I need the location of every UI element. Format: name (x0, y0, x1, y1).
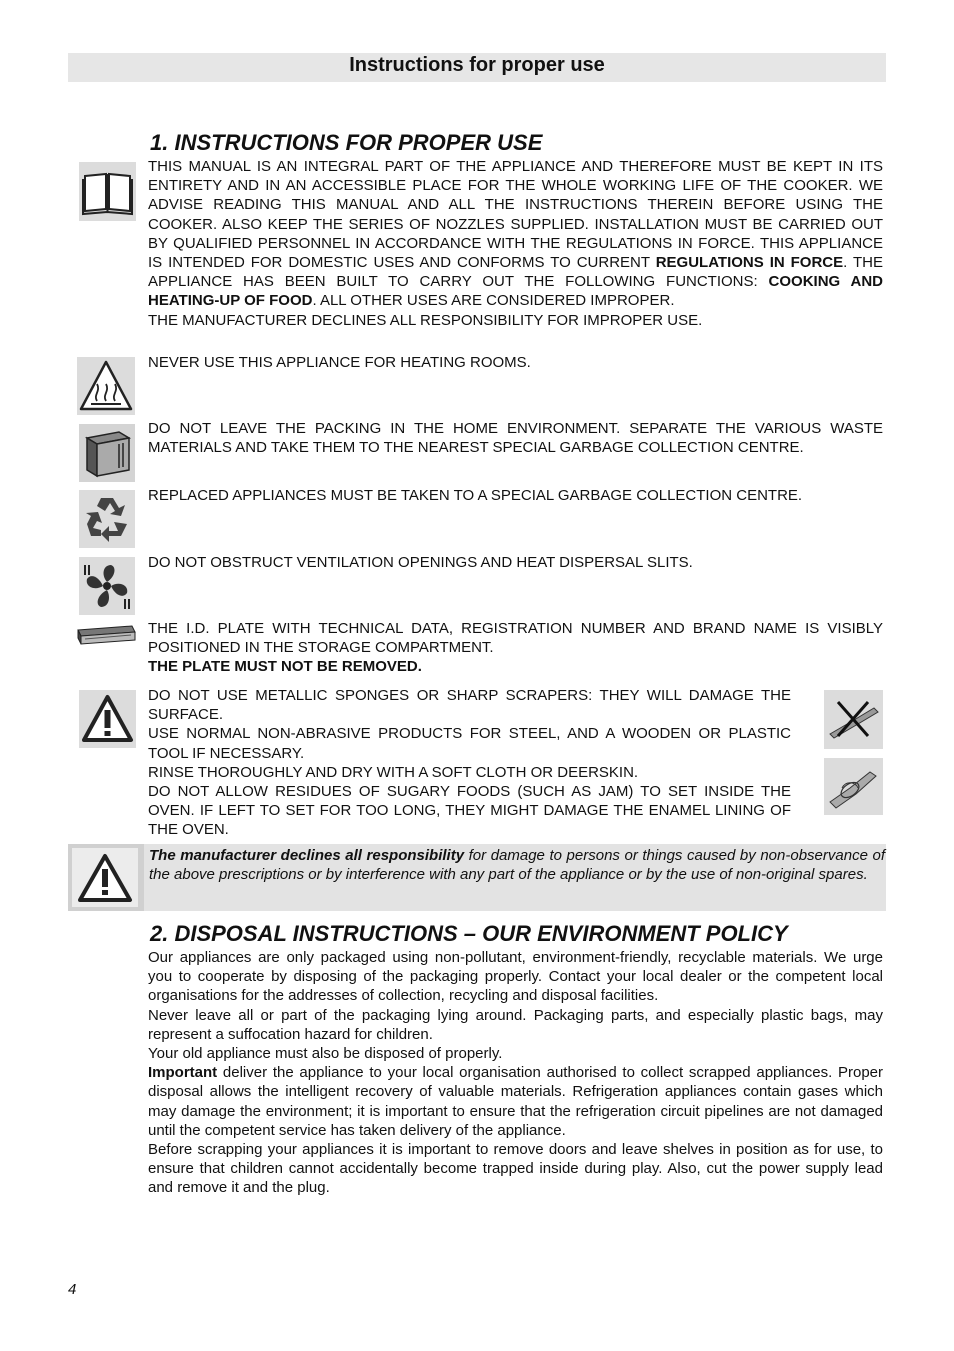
id-plate-warning: THE PLATE MUST NOT BE REMOVED. (148, 658, 422, 676)
cleaning-line: USE NORMAL NON-ABRASIVE PRODUCTS FOR STEEL, AND A WOODEN OR PLASTIC TOOL IF NECESSARY. (148, 725, 791, 762)
disposal-instructions-text (148, 948, 883, 1198)
header-title: Instructions for proper use (349, 54, 605, 76)
soft-cloth-icon (824, 758, 883, 815)
cleaning-text-lower: DO NOT ALLOW RESIDUES OF SUGARY FOODS (SUCH AS JAM) TO SET INSIDE THE OVEN. IF LEFT TO SET FOR TOO LONG, THEY MIGHT DAMAGE THE ENAMEL LINING OF THE OVEN. (148, 783, 791, 839)
note-icon-frame (68, 844, 144, 911)
responsibility-note-text (149, 846, 885, 884)
ventilation-fan-icon (79, 557, 135, 615)
disposal-paragraph: Our appliances are only packaged using non-pollutant, environment-friendly, recyclable materials. We urge you to cooperate by disposing of the packaging properly. Contact your local dealer or the competent local organisations for the addresses of collection, recycling and disposal facilities. (148, 949, 883, 1005)
page-number: 4 (68, 1281, 77, 1298)
disposal-paragraph: Before scrapping your appliances it is important to remove doors and leave shelves in position as for use, to ensure that children cannot accidentally become trapped inside during play. Also, cut the power supply lead and remove it and the plug. (148, 1141, 883, 1197)
intro-bold-cooking: COOKING AND HEATING-UP OF FOOD (148, 273, 884, 310)
disposal-paragraph: Never leave all or part of the packaging lying around. Packaging parts, and especially plastic bags, may represent a suffocation hazard for children. (148, 1006, 883, 1043)
cleaning-line: DO NOT USE METALLIC SPONGES OR SHARP SCRAPERS: THEY WILL DAMAGE THE SURFACE. (148, 687, 791, 724)
id-plate-description: THE I.D. PLATE WITH TECHNICAL DATA, REGISTRATION NUMBER AND BRAND NAME IS VISIBLY POSITIONED IN THE STORAGE COMPARTMENT. (148, 620, 883, 657)
replaced-appliances-text: REPLACED APPLIANCES MUST BE TAKEN TO A SPECIAL GARBAGE COLLECTION CENTRE. (148, 487, 803, 504)
intro-bold-regulations: REGULATIONS IN FORCE (655, 254, 844, 272)
intro-text-part: . ALL OTHER USES ARE CONSIDERED IMPROPER. (312, 292, 675, 310)
id-plate-text (148, 619, 883, 677)
page-header (68, 53, 886, 82)
caution-note-icon (72, 848, 138, 907)
disposal-paragraph: deliver the appliance to your local organisation authorised to collect scrapped appliances. Proper disposal allows the intelligent recovery of valuable materials. Refrigeration appliances contain gases which may damage the environment; it is important to ensure that the refrigeration circuit pipelines are not damaged until the competent service has taken delivery of the appliance. (148, 1064, 883, 1139)
packing-box-icon (79, 424, 135, 482)
packing-text: DO NOT LEAVE THE PACKING IN THE HOME ENVIRONMENT. SEPARATE THE VARIOUS WASTE MATERIALS AND TAKE THEM TO THE NEAREST SPECIAL GARBAGE COLLECTION CENTRE. (148, 420, 883, 457)
recycle-icon (79, 490, 135, 548)
heat-warning-icon (77, 357, 135, 415)
intro-text (148, 157, 883, 330)
important-label: Important (148, 1064, 218, 1082)
note-rest: for damage to persons or things caused by non-observance of the above prescriptions or by interference with any part of the appliance or by the use of non-original spares. (149, 847, 885, 884)
intro-text-part: . THE APPLIANCE HAS BEEN BUILT TO CARRY OUT THE FOLLOWING FUNCTIONS: (148, 254, 883, 291)
section-1-title: 1. INSTRUCTIONS FOR PROPER USE (150, 130, 543, 155)
caution-warning-icon (79, 690, 136, 748)
heating-warning-text: NEVER USE THIS APPLIANCE FOR HEATING ROOMS. (148, 354, 531, 371)
cleaning-text-upper (148, 686, 791, 782)
manual-book-icon (79, 162, 136, 221)
section-2-title: 2. DISPOSAL INSTRUCTIONS – OUR ENVIRONMENT POLICY (150, 921, 788, 946)
id-plate-icon (77, 624, 136, 648)
disposal-paragraph: Your old appliance must also be disposed of properly. (148, 1045, 503, 1063)
ventilation-text: DO NOT OBSTRUCT VENTILATION OPENINGS AND HEAT DISPERSAL SLITS. (148, 554, 693, 571)
declines-responsibility-text: THE MANUFACTURER DECLINES ALL RESPONSIBILITY FOR IMPROPER USE. (148, 311, 703, 329)
cleaning-line: RINSE THOROUGHLY AND DRY WITH A SOFT CLOTH OR DEERSKIN. (148, 763, 639, 781)
no-scraper-icon (824, 690, 883, 749)
intro-text-part: THIS MANUAL IS AN INTEGRAL PART OF THE APPLIANCE AND THEREFORE MUST BE KEPT IN ITS ENTIRETY AND IN AN ACCESSIBLE PLACE FOR THE WHOLE WORKING LIFE OF THE COOKER. WE ADVISE READING THIS MANUAL AND ALL THE INSTRUCTIONS THEREIN BEFORE USING THE COOKER. ALSO KEEP THE SERIES OF NOZZLES SUPPLIED. INSTALLATION MUST BE CARRIED OUT BY QUALIFIED PERSONNEL IN ACCORDANCE WITH THE REGULATIONS IN FORCE. THIS APPLIANCE IS INTENDED FOR DOMESTIC USES AND CONFORMS TO CURRENT (148, 158, 883, 272)
responsibility-note-box (68, 844, 886, 911)
note-bold: The manufacturer declines all responsibility (149, 847, 465, 864)
